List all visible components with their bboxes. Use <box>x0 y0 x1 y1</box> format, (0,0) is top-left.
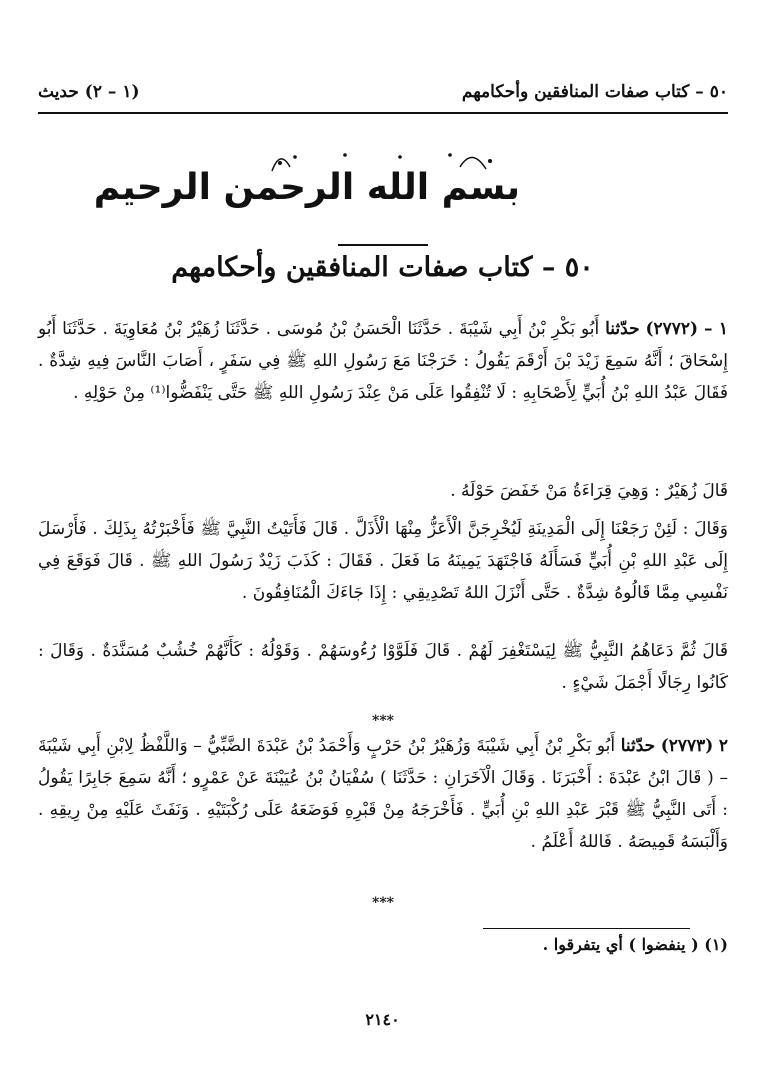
book-title: ٥٠ – كتاب صفات المنافقين وأحكامهم <box>171 252 594 283</box>
hadith-2-index: (٢٧٧٣) <box>660 736 714 756</box>
basmala-text: بسم الله الرحمن الرحيم <box>93 167 520 208</box>
footnote: (١) ( ينفضوا ) أي يتفرقوا . <box>542 935 728 954</box>
hadith-2-paragraph <box>38 730 728 858</box>
hadith-1-text: أَبُو بَكْرِ بْنُ أَبِي شَيْبَةَ . حَدَّثَنَا الْحَسَنُ بْنُ مُوسَى . حَدَّثَنَا زُهَيْرُ بْنُ مُعَاوِيَةَ . حَدَّثَنَا أَبُو إِسْحَاقَ ؛ أَنَّهُ سَمِعَ زَيْدَ بْنَ أَرْقَمَ يَقُولُ : خَرَجْنَا مَعَ رَسُولِ اللهِ ﷺ فِي سَفَرٍ ، أَصَابَ النَّاسَ فِيهِ شِدَّةٌ . فَقَالَ عَبْدُ اللهِ بْنُ أُبَيٍّ لِأَصْحَابِهِ : لَا تُنْفِقُوا عَلَى مَنْ عِنْدَ رَسُولِ اللهِ ﷺ حَتَّى يَنْفَضُّوا⁽¹⁾ مِنْ حَوْلِهِ . <box>38 319 728 403</box>
basmala-ornament-icon <box>250 145 520 175</box>
hadith-1-ending: قَالَ ثُمَّ دَعَاهُمُ النَّبِيُّ ﷺ لِيَسْتَغْفِرَ لَهُمْ . قَالَ فَلَوَّوْا رُءُوسَهُمْ . وَقَوْلُهُ : كَأَنَّهُمْ خُشُبٌ مُسَنَّدَةٌ . وَقَالَ : كَانُوا رِجَالًا أَجْمَلَ شَيْءٍ . <box>38 641 728 693</box>
hadith-1-continuation: وَقَالَ : لَئِنْ رَجَعْنَا إِلَى الْمَدِينَةِ لَيُخْرِجَنَّ الْأَعَزُّ مِنْهَا الْأَذَلَّ . قَالَ فَأَتَيْتُ النَّبِيَّ ﷺ فَأَخْبَرْتُهُ بِذَلِكَ . فَأَرْسَلَ إِلَى عَبْدِ اللهِ بْنِ أُبَيٍّ فَسَأَلَهُ فَاجْتَهَدَ يَمِينَهُ مَا فَعَلَ . فَقَالَ : كَذَبَ زَيْدٌ رَسُولَ اللهِ ﷺ . قَالَ فَوَقَعَ فِي نَفْسِي مِمَّا قَالُوهُ شِدَّةٌ . حَتَّى أَنْزَلَ اللهُ تَصْدِيقِي : إِذَا جَاءَكَ الْمُنَافِقُونَ . <box>38 519 728 603</box>
hadith-2-text: أَبُو بَكْرِ بْنُ أَبِي شَيْبَةَ وَزُهَيْرُ بْنُ حَرْبٍ وَأَحْمَدُ بْنُ عَبْدَةَ الضَّبِّيُّ – وَاللَّفْظُ لِابْنِ أَبِي شَيْبَةَ – ( قَالَ ابْنُ عَبْدَةَ : أَخْبَرَنَا . وَقَالَ الْآخَرَانِ : حَدَّثَنَا ) سُفْيَانُ بْنُ عُيَيْنَةَ عَنْ عَمْرٍو ؛ أَنَّهُ سَمِعَ جَابِرًا يَقُولُ : أَتَى النَّبِيُّ ﷺ قَبْرَ عَبْدِ اللهِ بْنِ أُبَيٍّ . فَأَخْرَجَهُ مِنْ قَبْرِهِ فَوَضَعَهُ عَلَى رُكْبَتَيْهِ . وَنَفَثَ عَلَيْهِ مِنْ رِيقِهِ . وَأَلْبَسَهُ قَمِيصَهُ . فَاللهُ أَعْلَمُ . <box>38 736 728 852</box>
hadith-1-index: (٢٧٧٢) <box>645 319 699 339</box>
section-separator: *** <box>372 713 394 729</box>
running-header <box>38 78 728 114</box>
hadith-1-number: ١ – <box>703 319 728 339</box>
running-title: ٥٠ – كتاب صفات المنافقين وأحكامهم <box>461 82 728 102</box>
hadith-1-zuhair-note: قَالَ زُهَيْرٌ : وَهِيَ قِرَاءَةُ مَنْ خَفَضَ حَوْلَهُ . <box>450 481 728 501</box>
title-divider <box>338 244 428 246</box>
hadith-1-opener: حدّثنا <box>605 319 640 339</box>
page-number: ٢١٤٠ <box>365 1010 400 1029</box>
basmala-calligraphy <box>93 145 520 230</box>
section-separator: *** <box>372 895 394 911</box>
hadith-2-opener: حدّثنا <box>620 736 656 756</box>
hadith-range: (١ – ٢) حديث <box>38 82 140 102</box>
footnote-divider <box>483 928 690 929</box>
hadith-1-paragraph <box>38 313 728 409</box>
hadith-2-number: ٢ <box>718 736 729 756</box>
